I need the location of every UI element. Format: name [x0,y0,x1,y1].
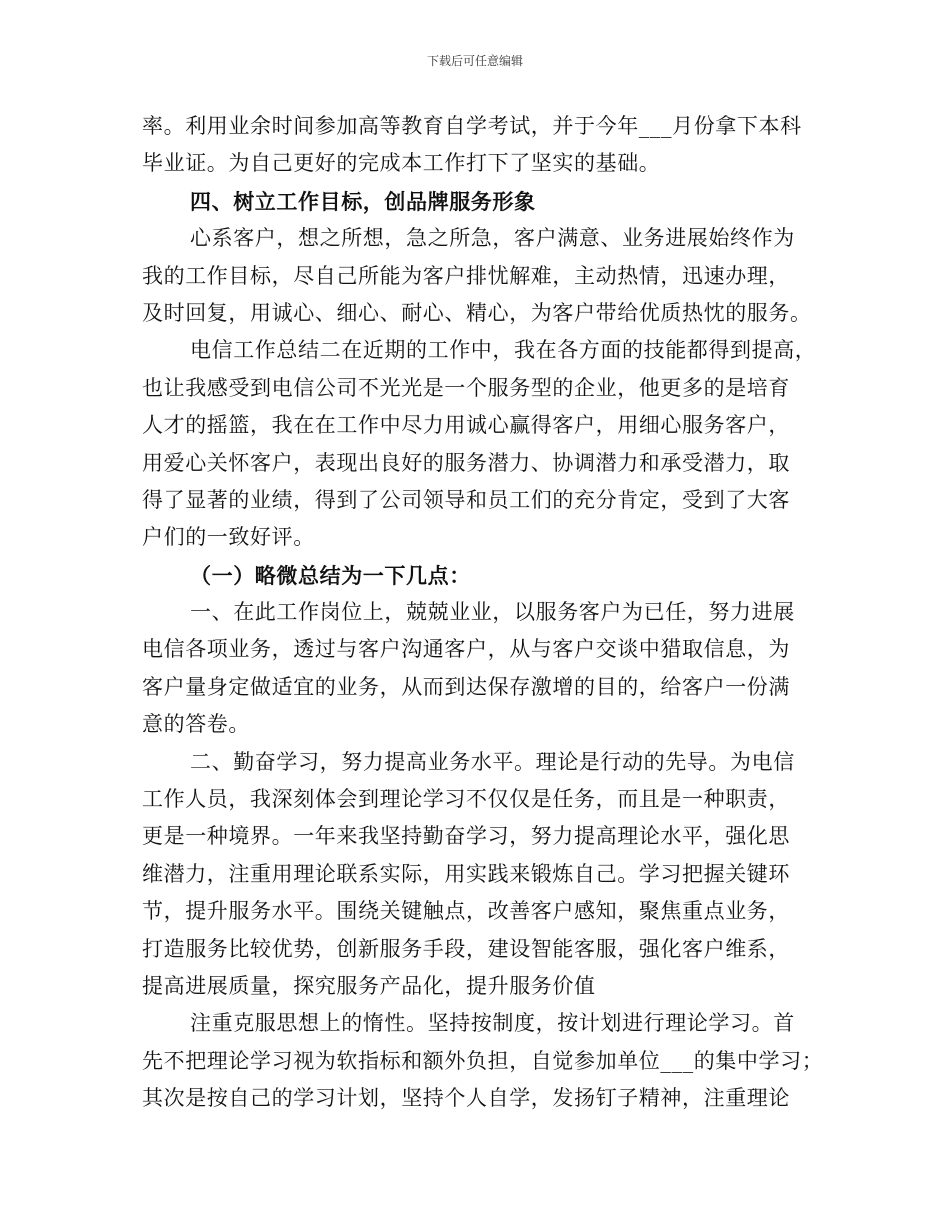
text-line: 节，提升服务水平。围绕关键触点，改善客户感知，聚焦重点业务， [142,899,790,924]
text-line: 心系客户，想之所想，急之所急，客户满意、业务进展始终作为 [190,226,795,251]
text-line: 电信工作总结二在近期的工作中，我在各方面的技能都得到提高， [190,338,817,363]
text-line: 工作人员，我深刻体会到理论学习不仅仅是任务，而且是一种职责， [142,787,790,812]
text-line: 二、勤奋学习，努力提高业务水平。理论是行动的先导。为电信 [190,749,795,774]
text-line: 用爱心关怀客户，表现出良好的服务潜力、协调潜力和承受潜力，取 [142,450,790,475]
text-line: 电信各项业务，透过与客户沟通客户，从与客户交谈中猎取信息，为 [142,637,790,662]
text-line: 客户量身定做适宜的业务，从而到达保存激增的目的，给客户一份满 [142,674,790,699]
document-body [142,108,824,1118]
text-line: 其次是按自己的学习计划，坚持个人自学，发扬钉子精神，注重理论 [142,1086,790,1111]
text-line: 也让我感受到电信公司不光光是一个服务型的企业，他更多的是培育 [142,375,790,400]
text-line: 得了显著的业绩，得到了公司领导和员工们的充分肯定，受到了大客 [142,487,790,512]
text-line: 打造服务比较优势，创新服务手段，建设智能客服，强化客户维系， [142,936,790,961]
text-line: 及时回复，用诚心、细心、耐心、精心，为客户带给优质热忱的服务。 [142,300,812,325]
text-line: 先不把理论学习视为软指标和额外负担，自觉参加单位___的集中学习； [142,1048,824,1073]
text-line: 户们的一致好评。 [142,525,315,550]
text-line: 维潜力，注重用理论联系实际，用实践来锻炼自己。学习把握关键环 [142,861,790,886]
page-header: 下载后可任意编辑 [426,54,523,68]
subsection-heading: （一）略微总结为一下几点： [190,562,471,588]
text-line: 更是一种境界。一年来我坚持勤奋学习，努力提高理论水平，强化思 [142,824,790,849]
text-line: 提高进展质量，探究服务产品化，提升服务价值 [142,973,596,998]
text-line: 意的答卷。 [142,712,250,737]
text-line: 注重克服思想上的惰性。坚持按制度，按计划进行理论学习。首 [190,1011,795,1036]
text-line: 人才的摇篮，我在在工作中尽力用诚心赢得客户，用细心服务客户， [142,413,790,438]
text-line: 率。利用业余时间参加高等教育自学考试，并于今年___月份拿下本科 [142,114,802,138]
text-line: 毕业证。为自己更好的完成本工作打下了坚实的基础。 [142,151,661,176]
text-line: 一、在此工作岗位上，兢兢业业，以服务客户为已任，努力进展 [190,600,795,625]
text-line: 我的工作目标，尽自己所能为客户排忧解难，主动热情，迅速办理， [142,263,790,288]
section-heading: 四、树立工作目标，创品牌服务形象 [190,188,536,214]
